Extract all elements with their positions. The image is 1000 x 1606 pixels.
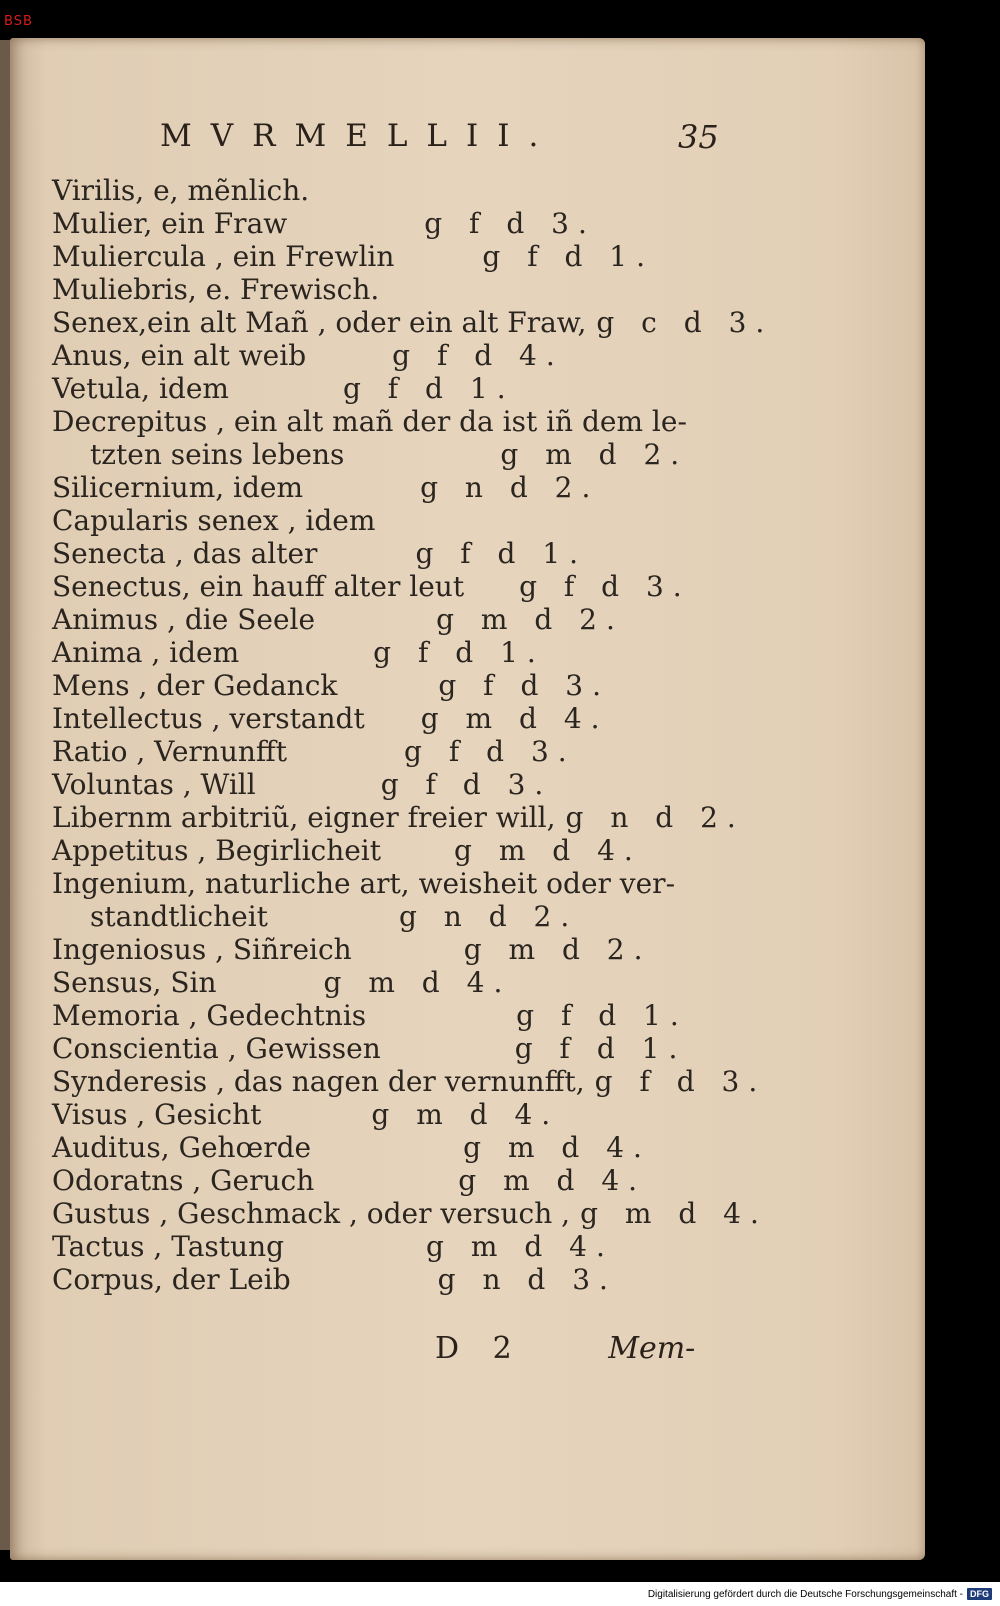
entry-line (52, 1230, 732, 1263)
entry-term: Sensus, Sin (52, 966, 217, 999)
entry-term: Synderesis , das nagen der vernunfft, (52, 1065, 585, 1098)
entry-grammar: g f d 1. (342, 372, 515, 405)
entry-line (52, 306, 774, 339)
entry-term: Senectus, ein hauff alter leut (52, 570, 465, 603)
entry-line (52, 570, 732, 603)
entry-term: Libernm arbitriũ, eigner freier will, (52, 801, 556, 834)
entry-grammar: g n d 2. (398, 900, 579, 933)
entry-grammar: g m d 4. (323, 966, 512, 999)
entry-grammar: g m d 2. (500, 438, 689, 471)
signature-mark: D 2 (435, 1331, 524, 1366)
entry-term: Animus , die Seele (52, 603, 316, 636)
entry-term: Muliercula , ein Frewlin (52, 240, 395, 273)
entry-line (52, 504, 732, 537)
entry-grammar: g c d 3. (596, 306, 774, 339)
entry-line (52, 867, 732, 900)
entry-term: standtlicheit (90, 900, 268, 933)
entry-term: Ratio , Vernunfft (52, 735, 288, 768)
entry-term: Silicernium, idem (52, 471, 304, 504)
entry-grammar: g f d 3. (404, 735, 576, 768)
entry-term: tzten seins lebens (90, 438, 345, 471)
entry-term: Anima , idem (52, 636, 240, 669)
entry-term: Decrepitus , ein alt mañ der da ist iñ dem le- (52, 405, 687, 438)
catchword: Mem- (608, 1331, 696, 1366)
entry-grammar: g m d 4. (420, 702, 609, 735)
entry-line (52, 768, 732, 801)
entry-grammar: g m d 4. (426, 1230, 614, 1263)
entry-term: Mulier, ein Fraw (52, 207, 288, 240)
entry-grammar: g m d 4. (463, 1131, 651, 1164)
entry-term: Senex,ein alt Mañ , oder ein alt Fraw, (52, 306, 587, 339)
entry-line (52, 636, 732, 669)
entry-grammar: g n d 3. (437, 1263, 617, 1296)
entry-term: Corpus, der Leib (52, 1263, 291, 1296)
entry-term: Capularis senex , idem (52, 504, 376, 537)
entry-line (52, 900, 732, 933)
entry-term: Appetitus , Begirlicheit (52, 834, 382, 867)
entry-line (52, 669, 732, 702)
entry-line (52, 1098, 732, 1131)
entry-grammar: g f d 3. (594, 1065, 767, 1098)
entry-grammar: g f d 3. (519, 570, 691, 603)
entry-grammar: g f d 4. (392, 339, 564, 372)
entry-line (52, 999, 732, 1032)
entry-line (52, 339, 732, 372)
entry-term: Memoria , Gedechtnis (52, 999, 367, 1032)
entry-grammar: g m d 4. (371, 1098, 560, 1131)
entry-grammar: g f d 1. (516, 999, 688, 1032)
entry-line (52, 933, 732, 966)
entry-term: Intellectus , verstandt (52, 702, 365, 735)
dictionary-entries (52, 174, 774, 1296)
entry-grammar: g m d 2. (436, 603, 624, 636)
entry-line (52, 1164, 732, 1197)
entry-line (52, 471, 732, 504)
book-spine-edge (0, 40, 10, 1550)
entry-term: Tactus , Tastung (52, 1230, 285, 1263)
dfg-logo: DFG (967, 1588, 992, 1600)
entry-line (52, 603, 732, 636)
catchword-line (435, 1331, 695, 1366)
entry-grammar: g m d 4. (580, 1197, 768, 1230)
entry-term: Gustus , Geschmack , oder versuch , (52, 1197, 571, 1230)
entry-line (52, 207, 732, 240)
funding-footer (648, 1588, 992, 1600)
entry-line (52, 1032, 732, 1065)
entry-term: Anus, ein alt weib (52, 339, 307, 372)
book-page (10, 38, 925, 1560)
entry-grammar: g f d 3. (424, 207, 596, 240)
page-number: 35 (678, 118, 719, 156)
entry-term: Vetula, idem (52, 372, 229, 405)
entry-term: Senecta , das alter (52, 537, 318, 570)
entry-grammar: g f d 1. (514, 1032, 687, 1065)
entry-line (52, 1131, 732, 1164)
running-head: MVRMELLII. (160, 118, 558, 154)
entry-term: Odoratns , Geruch (52, 1164, 315, 1197)
entry-grammar: g f d 1. (415, 537, 588, 570)
entry-term: Visus , Gesicht (52, 1098, 262, 1131)
entry-term: Mens , der Gedanck (52, 669, 338, 702)
entry-grammar: g n d 2. (420, 471, 600, 504)
entry-term: Ingenium, naturliche art, weisheit oder ver- (52, 867, 676, 900)
entry-line (52, 735, 732, 768)
library-mark: BSB (4, 14, 33, 29)
entry-line (52, 273, 732, 306)
entry-grammar: g f d 1. (373, 636, 545, 669)
entry-line (52, 801, 745, 834)
entry-grammar: g f d 3. (438, 669, 610, 702)
entry-term: Auditus, Gehœrde (52, 1131, 312, 1164)
entry-term: Muliebris, e. Frewisch. (52, 273, 380, 306)
entry-line (52, 438, 732, 471)
entry-grammar: g m d 4. (454, 834, 642, 867)
footer-text: Digitalisierung gefördert durch die Deutsche Forschungsgemeinschaft - (647, 1588, 963, 1600)
entry-line (52, 702, 732, 735)
entry-line (52, 405, 732, 438)
entry-line (52, 372, 732, 405)
entry-line (52, 537, 732, 570)
entry-grammar: g m d 2. (463, 933, 652, 966)
entry-term: Conscientia , Gewissen (52, 1032, 381, 1065)
entry-line (52, 1197, 768, 1230)
entry-line (52, 834, 732, 867)
entry-line (52, 1263, 732, 1296)
entry-term: Ingeniosus , Siñreich (52, 933, 352, 966)
entry-grammar: g n d 2. (565, 801, 745, 834)
entry-grammar: g f d 1. (482, 240, 655, 273)
entry-grammar: g m d 4. (458, 1164, 647, 1197)
entry-line (52, 966, 732, 999)
entry-term: Virilis, e, mẽnlich. (52, 174, 310, 207)
entry-line (52, 174, 732, 207)
entry-line (52, 240, 732, 273)
entry-term: Voluntas , Will (52, 768, 256, 801)
entry-grammar: g f d 3. (380, 768, 553, 801)
entry-line (52, 1065, 767, 1098)
